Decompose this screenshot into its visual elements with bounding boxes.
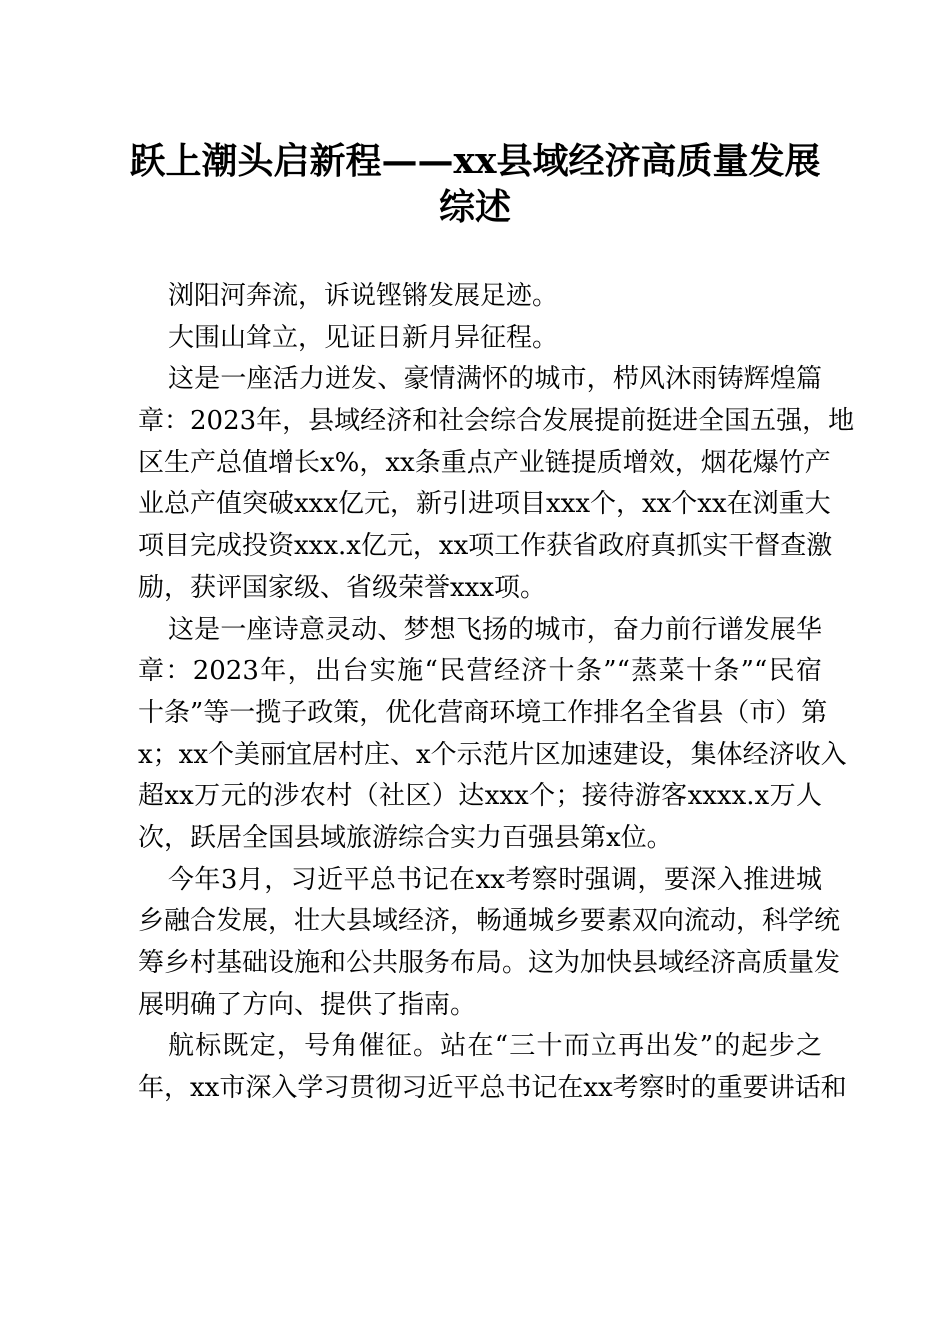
- paragraph-line: 乡融合发展，壮大县域经济，畅通城乡要素双向流动，科学统: [138, 906, 841, 937]
- paragraph-line: 励，获评国家级、省级荣誉xxx项。: [138, 572, 546, 603]
- document-body: [138, 276, 855, 1110]
- paragraph-line: 浏阳河奔流，诉说铿锵发展足迹。: [168, 281, 559, 311]
- paragraph-line: 次，跃居全国县域旅游综合实力百强县第x位。: [138, 822, 673, 853]
- paragraph-line: 十条”等一揽子政策，优化营商环境工作排名全省县（市）第: [138, 697, 828, 728]
- paragraph-line: 这是一座诗意灵动、梦想飞扬的城市，奋力前行谱发展华: [168, 614, 822, 645]
- paragraph-line: 超xx万元的涉农村（社区）达xxx个；接待游客xxxx.x万人: [138, 781, 822, 812]
- paragraph: [138, 318, 822, 360]
- paragraph-line: 年，xx市深入学习贯彻习近平总书记在xx考察时的重要讲话和: [138, 1073, 847, 1104]
- paragraph-line: 项目完成投资xxx.x亿元，xx项工作获省政府真抓实干督查激: [138, 531, 833, 562]
- paragraph: [138, 359, 855, 609]
- paragraph-line: 这是一座活力迸发、豪情满怀的城市，栉风沐雨铸辉煌篇: [168, 364, 822, 395]
- paragraph: [138, 276, 822, 318]
- paragraph-line: x；xx个美丽宜居村庄、x个示范片区加速建设，集体经济收入: [138, 739, 847, 770]
- paragraph-line: 章：2023年，出台实施“民营经济十条”“蒸菜十条”“民宿: [138, 656, 822, 687]
- paragraph-line: 航标既定，号角催征。站在“三十而立再出发”的起步之: [168, 1031, 822, 1062]
- paragraph-line: 展明确了方向、提供了指南。: [138, 989, 477, 1020]
- document-title-line-2: 综述: [438, 186, 511, 228]
- paragraph-line: 业总产值突破xxx亿元，新引进项目xxx个，xx个xx在浏重大: [138, 489, 831, 520]
- document-title-line-1: 跃上潮头启新程——xx县域经济高质量发展: [129, 140, 821, 182]
- paragraph: [138, 1026, 847, 1109]
- paragraph-line: 筹乡村基础设施和公共服务布局。这为加快县域经济高质量发: [138, 948, 841, 978]
- paragraph-line: 章：2023年，县域经济和社会综合发展提前挺进全国五强，地: [138, 406, 855, 437]
- paragraph: [138, 860, 841, 1027]
- paragraph-line: 今年3月，习近平总书记在xx考察时强调，要深入推进城: [168, 864, 822, 895]
- paragraph: [138, 610, 847, 860]
- paragraph-line: 区生产总值增长x%，xx条重点产业链提质增效，烟花爆竹产: [138, 447, 831, 478]
- paragraph-line: 大围山耸立，见证日新月异征程。: [168, 322, 559, 353]
